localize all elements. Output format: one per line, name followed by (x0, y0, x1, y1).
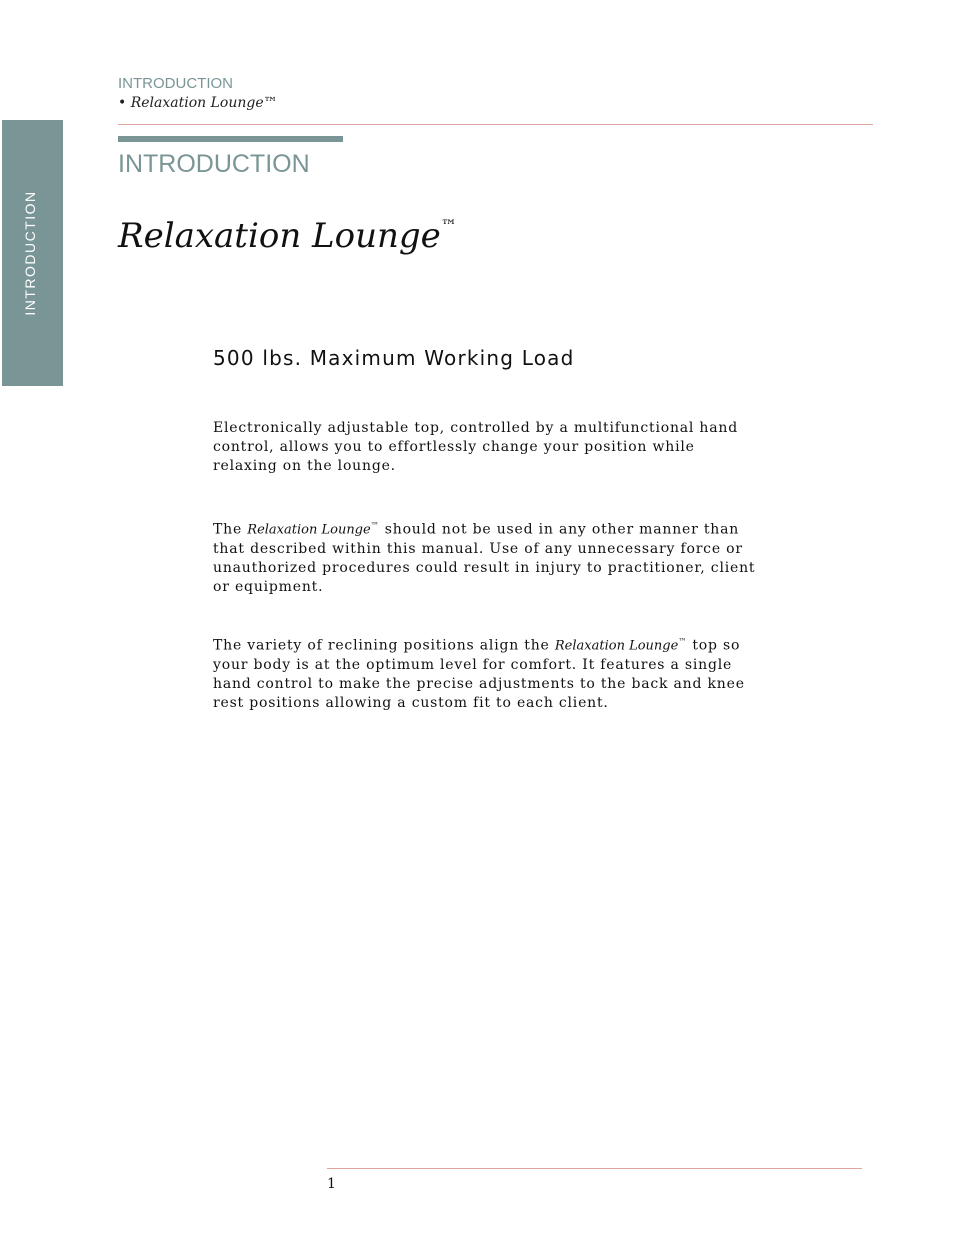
page-number: 1 (327, 1176, 336, 1192)
side-tab-label: INTRODUCTION (22, 190, 38, 316)
paragraph-usage-warning (213, 516, 758, 597)
paragraph-adjustable-top: Electronically adjustable top, controlled by a multifunctional hand control, allows you to effortlessly change your position while relaxing on the lounge. (213, 420, 738, 474)
product-name: Relaxation Lounge (118, 216, 441, 256)
p2-after: should not be used in any other manner than that described within this manual. Use of any unnecessary force or unauthorized procedures could result in injury to practitioner, client or equipment. (213, 521, 756, 595)
p3-brand: Relaxation Lounge (554, 638, 679, 654)
trademark-mark: ™ (440, 215, 457, 235)
section-title: INTRODUCTION (118, 150, 310, 178)
header-divider (118, 124, 873, 125)
load-subheading: 500 lbs. Maximum Working Load (213, 346, 575, 370)
footer-divider (327, 1168, 862, 1169)
p2-mark: ™ (370, 521, 380, 530)
running-header-section: INTRODUCTION (118, 75, 233, 92)
running-header-subtitle: • Relaxation Lounge™ (118, 95, 278, 111)
title-accent-bar (118, 136, 343, 142)
p2-brand: Relaxation Lounge (247, 522, 371, 538)
p3-mark: ™ (678, 637, 688, 646)
p3-before: The variety of reclining positions align the (213, 637, 555, 654)
p3-after: top so your body is at the optimum level for comfort. It features a single hand control to make the precise adjustments to the back and knee rest positions allowing a custom fit to each client. (213, 637, 745, 711)
product-title (118, 216, 457, 256)
paragraph-reclining-positions (213, 632, 758, 713)
p2-before: The (213, 521, 248, 538)
